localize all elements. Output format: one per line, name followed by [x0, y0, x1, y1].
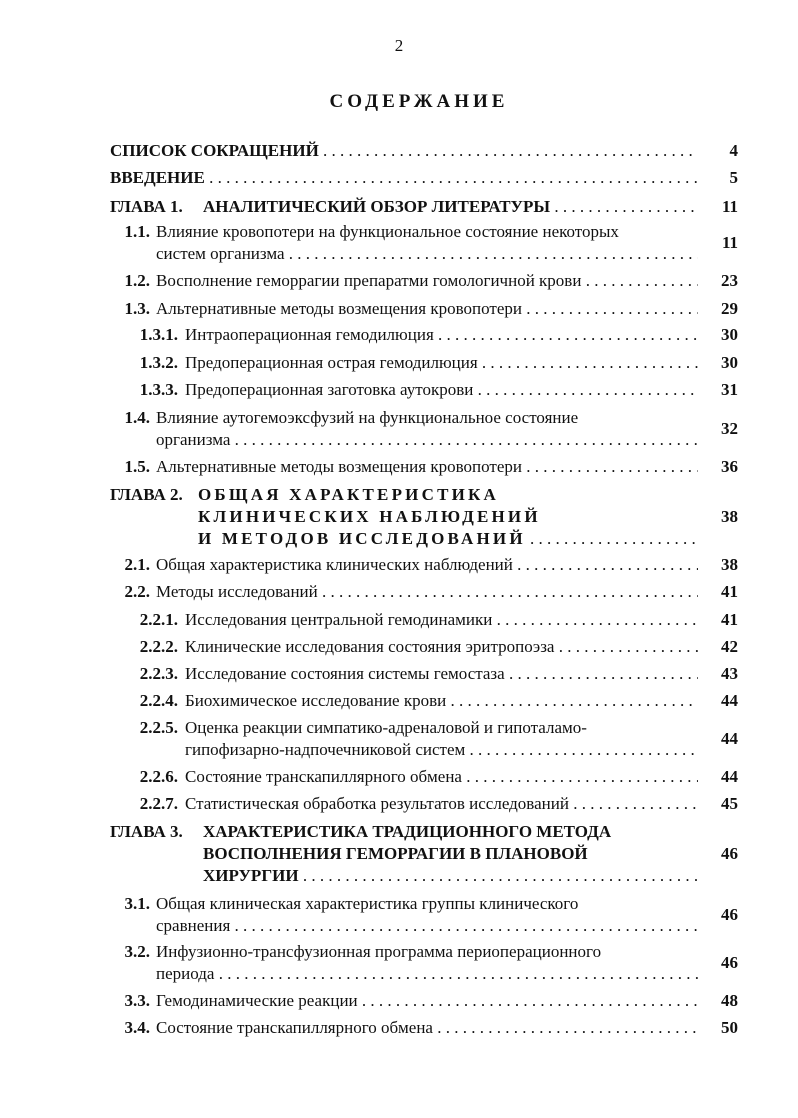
toc-entry-number: 2.2.4. [139, 691, 178, 710]
toc-entry-number: 2.1. [124, 555, 150, 574]
toc-entry-page: 4 [729, 141, 738, 160]
toc-entry-page: 44 [721, 691, 738, 710]
toc-entry-title: ОБЩАЯ ХАРАКТЕРИСТИКА [198, 485, 500, 504]
toc-entry-title: Оценка реакции симпатико-адреналовой и гипоталамо- [185, 718, 587, 737]
toc-entry[interactable] [110, 167, 738, 189]
toc-entry-number: 1.3. [124, 299, 150, 318]
toc-entry-title: сравнения . . . [156, 915, 698, 937]
toc-entry-page: 11 [721, 233, 738, 252]
toc-entry-title: ВВЕДЕНИЕ . . . [110, 167, 698, 189]
toc-title: СОДЕРЖАНИЕ [329, 91, 509, 112]
toc-entry-title: Предоперационная острая гемодилюция . . . [185, 352, 698, 374]
toc-entry-title: АНАЛИТИЧЕСКИЙ ОБЗОР ЛИТЕРАТУРЫ . . . [203, 196, 698, 218]
toc-entry-title: Методы исследований . . . [156, 581, 698, 603]
toc-entry[interactable] [110, 379, 738, 401]
toc-entry-title: Влияние аутогемоэксфузий на функциональное состояние [156, 408, 579, 427]
toc-entry-number: 2.2.2. [139, 637, 178, 656]
toc-entry[interactable] [110, 324, 738, 346]
toc-entry-number: ГЛАВА 3. [110, 822, 183, 841]
toc-entry[interactable] [110, 821, 738, 887]
toc-entry[interactable] [110, 352, 738, 374]
toc-entry-page: 38 [721, 507, 738, 526]
toc-entry-title: Восполнение геморрагии препаратми гомологичной крови . . . [156, 270, 698, 292]
toc-entry-title: Состояние транскапиллярного обмена . . . [185, 766, 698, 788]
toc-entry-number: 1.4. [124, 408, 150, 427]
toc-entry-title: Исследования центральной гемодинамики . . . [185, 609, 698, 631]
toc-entry-title: систем организма . . . [156, 243, 698, 265]
toc-entry-title: ВОСПОЛНЕНИЯ ГЕМОРРАГИИ В ПЛАНОВОЙ [203, 844, 588, 863]
toc-entry-page: 30 [721, 353, 738, 372]
toc-entry-page: 46 [721, 905, 738, 924]
toc-entry-title: Альтернативные методы возмещения кровопотери . . . [156, 298, 698, 320]
toc-entry-number: 1.3.2. [139, 353, 178, 372]
toc-entry-title: Состояние транскапиллярного обмена . . . [156, 1017, 698, 1039]
toc-entry-page: 43 [721, 664, 738, 683]
toc-entry-page: 46 [721, 844, 738, 863]
toc-entry[interactable] [110, 456, 738, 478]
toc-entry-page: 31 [721, 380, 738, 399]
toc-entry-number: 3.1. [124, 894, 150, 913]
toc-entry-number: 1.5. [124, 457, 150, 476]
toc-entry-page: 42 [721, 637, 738, 656]
page-number: 2 [394, 36, 404, 55]
toc-entry-number: 1.3.3. [139, 380, 178, 399]
toc-entry-number: 1.1. [124, 222, 150, 241]
toc-entry[interactable] [110, 609, 738, 631]
toc-entry-page: 41 [721, 610, 738, 629]
toc-entry[interactable] [110, 766, 738, 788]
toc-entry-page: 50 [721, 1018, 738, 1037]
toc-entry-number: 2.2.7. [139, 794, 178, 813]
toc-entry-title: СПИСОК СОКРАЩЕНИЙ . . . [110, 140, 698, 162]
toc-entry[interactable] [110, 196, 738, 218]
toc-entry-number: 2.2. [124, 582, 150, 601]
toc-entry[interactable] [110, 893, 738, 937]
toc-entry-number: 3.4. [124, 1018, 150, 1037]
toc-entry-title: Исследование состояния системы гемостаза . . . [185, 663, 698, 685]
toc-entry[interactable] [110, 1017, 738, 1039]
toc-entry[interactable] [110, 581, 738, 603]
toc-entry-page: 5 [729, 168, 738, 187]
toc-entry[interactable] [110, 690, 738, 712]
toc-entry[interactable] [110, 941, 738, 985]
toc-entry-title: периода . . . [156, 963, 698, 985]
toc-entry-title: гипофизарно-надпочечниковой систем . . . [185, 739, 698, 761]
toc-entry-title: КЛИНИЧЕСКИХ НАБЛЮДЕНИЙ [198, 507, 541, 526]
toc-entry-page: 46 [721, 953, 738, 972]
toc-entry-number: 1.2. [124, 271, 150, 290]
toc-entry-page: 32 [721, 419, 738, 438]
toc-entry-number: 3.3. [124, 991, 150, 1010]
toc-entry-page: 30 [721, 325, 738, 344]
toc-entry-title: Общая характеристика клинических наблюдений . . . [156, 554, 698, 576]
toc-entry-title: Биохимическое исследование крови . . . [185, 690, 698, 712]
toc-entry[interactable] [110, 140, 738, 162]
toc-entry[interactable] [110, 554, 738, 576]
toc-entry-title: Влияние кровопотери на функциональное состояние некоторых [156, 222, 619, 241]
toc-entry-page: 29 [721, 299, 738, 318]
toc-entry[interactable] [110, 484, 738, 550]
toc-entry-page: 36 [721, 457, 738, 476]
toc-entry-number: ГЛАВА 1. [110, 197, 183, 216]
toc-entry-page: 41 [721, 582, 738, 601]
toc-entry-number: 3.2. [124, 942, 150, 961]
toc-entry-title: Клинические исследования состояния эритропоэза . . . [185, 636, 698, 658]
toc-entry-title: Интраоперационная гемодилюция . . . [185, 324, 698, 346]
toc-entry-page: 23 [721, 271, 738, 290]
toc-entry-number: 2.2.6. [139, 767, 178, 786]
toc-entry-number: 1.3.1. [139, 325, 178, 344]
toc-entry-title: Гемодинамические реакции . . . [156, 990, 698, 1012]
toc-entry[interactable] [110, 636, 738, 658]
toc-entry-number: 2.2.3. [139, 664, 178, 683]
toc-entry-page: 11 [721, 197, 738, 216]
toc-entry[interactable] [110, 717, 738, 761]
toc-entry-page: 45 [721, 794, 738, 813]
toc-entry-number: ГЛАВА 2. [110, 485, 183, 504]
toc-entry-number: 2.2.1. [139, 610, 178, 629]
toc-entry[interactable] [110, 270, 738, 292]
toc-entry-title: Общая клиническая характеристика группы клинического [156, 894, 579, 913]
toc-entry-title: ХАРАКТЕРИСТИКА ТРАДИЦИОННОГО МЕТОДА [203, 822, 612, 841]
toc-entry-page: 44 [721, 767, 738, 786]
toc-entry-title: Инфузионно-трансфузионная программа периоперационного [156, 942, 602, 961]
toc-entry-page: 48 [721, 991, 738, 1010]
toc-entry[interactable] [110, 407, 738, 451]
toc-entry[interactable] [110, 221, 738, 265]
toc-entry-title: ХИРУРГИИ . . . [203, 865, 698, 887]
toc-entry-title: И МЕТОДОВ ИССЛЕДОВАНИЙ . . . [198, 528, 698, 550]
toc-entry-title: Статистическая обработка результатов исследований . . . [185, 793, 698, 815]
toc-entry[interactable] [110, 663, 738, 685]
toc-entry-title: Предоперационная заготовка аутокрови . . . [185, 379, 698, 401]
toc-entry[interactable] [110, 793, 738, 815]
toc-entry[interactable] [110, 990, 738, 1012]
toc-entry-number: 2.2.5. [139, 718, 178, 737]
toc-entry-page: 44 [721, 729, 738, 748]
toc-entry[interactable] [110, 298, 738, 320]
toc-entry-title: организма . . . [156, 429, 698, 451]
toc-entry-title: Альтернативные методы возмещения кровопотери . . . [156, 456, 698, 478]
toc-entry-page: 38 [721, 555, 738, 574]
